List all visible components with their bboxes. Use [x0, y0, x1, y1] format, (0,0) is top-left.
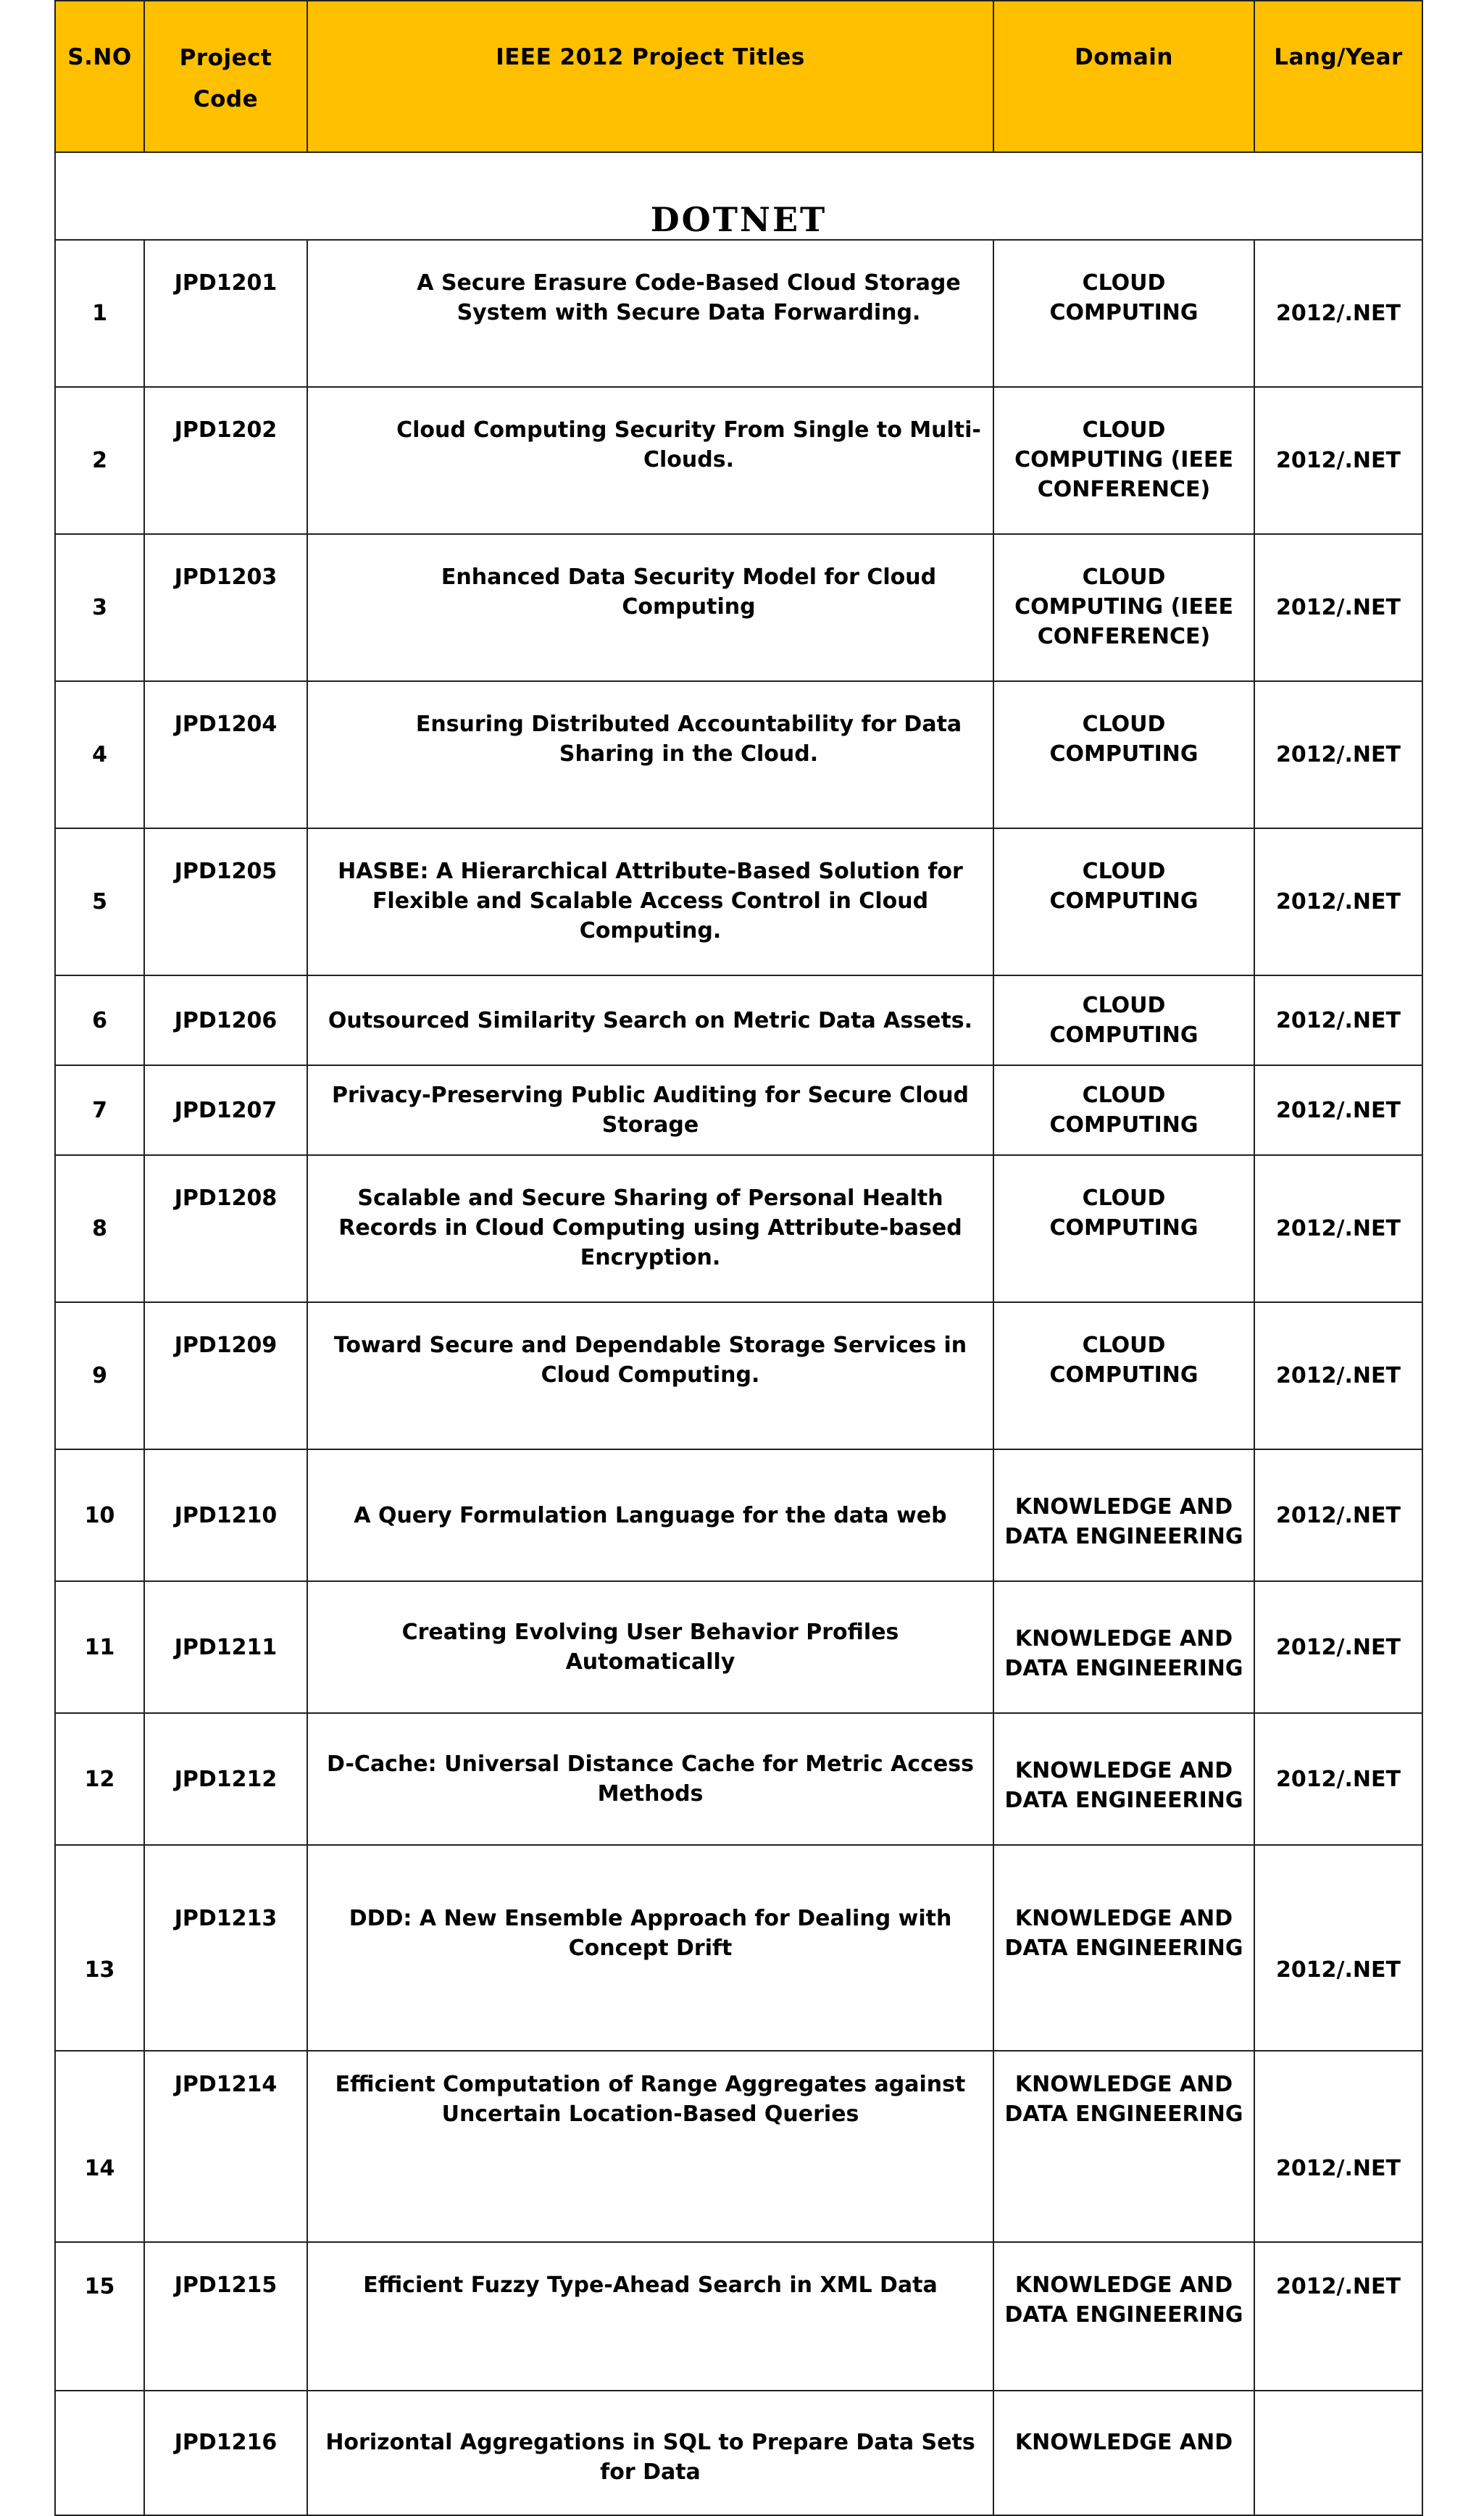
header-title: IEEE 2012 Project Titles [307, 1, 993, 152]
cell-title: Horizontal Aggregations in SQL to Prepare Data Sets for Data [307, 2391, 993, 2515]
cell-lang: 2012/.NET [1254, 1155, 1422, 1302]
cell-domain: CLOUD COMPUTING [993, 681, 1254, 828]
cell-lang: 2012/.NET [1254, 240, 1422, 387]
header-lang-year: Lang/Year [1254, 1, 1422, 152]
table-row [55, 1845, 1422, 2051]
cell-lang: 2012/.NET [1254, 387, 1422, 534]
cell-sno: 12 [55, 1713, 144, 1845]
table-row [55, 1155, 1422, 1302]
cell-domain: CLOUD COMPUTING (IEEE CONFERENCE) [993, 534, 1254, 681]
cell-sno: 1 [55, 240, 144, 387]
cell-title: A Secure Erasure Code-Based Cloud Storage System with Secure Data Forwarding. [307, 240, 993, 387]
section-row [55, 152, 1422, 240]
cell-code: JPD1204 [144, 681, 307, 828]
table-row [55, 534, 1422, 681]
table-row [55, 1581, 1422, 1713]
cell-sno: 6 [55, 975, 144, 1065]
cell-title: Enhanced Data Security Model for Cloud Computing [307, 534, 993, 681]
cell-title: Toward Secure and Dependable Storage Services in Cloud Computing. [307, 1302, 993, 1449]
cell-sno: 8 [55, 1155, 144, 1302]
cell-sno: 3 [55, 534, 144, 681]
cell-lang: 2012/.NET [1254, 2242, 1422, 2391]
cell-domain: KNOWLEDGE AND DATA ENGINEERING [993, 1581, 1254, 1713]
cell-title: Ensuring Distributed Accountability for Data Sharing in the Cloud. [307, 681, 993, 828]
cell-sno: 13 [55, 1845, 144, 2051]
cell-domain: CLOUD COMPUTING [993, 828, 1254, 975]
header-row [55, 1, 1422, 152]
cell-title: DDD: A New Ensemble Approach for Dealing with Concept Drift [307, 1845, 993, 2051]
cell-title: Scalable and Secure Sharing of Personal Health Records in Cloud Computing using Attribute-based Encryption. [307, 1155, 993, 1302]
table-row [55, 1713, 1422, 1845]
cell-lang: 2012/.NET [1254, 1581, 1422, 1713]
cell-title: Efficient Computation of Range Aggregates against Uncertain Location-Based Queries [307, 2051, 993, 2242]
cell-title: A Query Formulation Language for the data web [307, 1449, 993, 1581]
cell-sno: 7 [55, 1065, 144, 1155]
table-row [55, 240, 1422, 387]
table-row [55, 2391, 1422, 2515]
cell-lang: 2012/.NET [1254, 975, 1422, 1065]
cell-domain: KNOWLEDGE AND DATA ENGINEERING [993, 2051, 1254, 2242]
cell-lang: 2012/.NET [1254, 2051, 1422, 2242]
cell-sno [55, 2391, 144, 2515]
cell-domain: CLOUD COMPUTING [993, 1065, 1254, 1155]
cell-lang: 2012/.NET [1254, 1302, 1422, 1449]
cell-title: D-Cache: Universal Distance Cache for Metric Access Methods [307, 1713, 993, 1845]
cell-code: JPD1209 [144, 1302, 307, 1449]
cell-domain: CLOUD COMPUTING [993, 975, 1254, 1065]
table-row [55, 681, 1422, 828]
cell-lang: 2012/.NET [1254, 1845, 1422, 2051]
cell-title: Efficient Fuzzy Type-Ahead Search in XML Data [307, 2242, 993, 2391]
cell-title: HASBE: A Hierarchical Attribute-Based Solution for Flexible and Scalable Access Control in Cloud Computing. [307, 828, 993, 975]
cell-lang: 2012/.NET [1254, 1065, 1422, 1155]
cell-title: Privacy-Preserving Public Auditing for Secure Cloud Storage [307, 1065, 993, 1155]
cell-lang [1254, 2391, 1422, 2515]
cell-sno: 10 [55, 1449, 144, 1581]
table-row [55, 828, 1422, 975]
cell-domain: CLOUD COMPUTING [993, 1155, 1254, 1302]
cell-code: JPD1202 [144, 387, 307, 534]
cell-sno: 15 [55, 2242, 144, 2391]
cell-sno: 4 [55, 681, 144, 828]
table-row [55, 1302, 1422, 1449]
cell-code: JPD1203 [144, 534, 307, 681]
header-sno: S.NO [55, 1, 144, 152]
cell-lang: 2012/.NET [1254, 1449, 1422, 1581]
cell-code: JPD1216 [144, 2391, 307, 2515]
table-row [55, 1449, 1422, 1581]
table-row [55, 975, 1422, 1065]
cell-sno: 11 [55, 1581, 144, 1713]
cell-lang: 2012/.NET [1254, 534, 1422, 681]
cell-domain: KNOWLEDGE AND DATA ENGINEERING [993, 1713, 1254, 1845]
table-row [55, 2051, 1422, 2242]
cell-domain: KNOWLEDGE AND DATA ENGINEERING [993, 2242, 1254, 2391]
cell-code: JPD1206 [144, 975, 307, 1065]
cell-domain: KNOWLEDGE AND [993, 2391, 1254, 2515]
cell-code: JPD1201 [144, 240, 307, 387]
cell-code: JPD1213 [144, 1845, 307, 2051]
cell-sno: 9 [55, 1302, 144, 1449]
table-row [55, 2242, 1422, 2391]
cell-sno: 14 [55, 2051, 144, 2242]
cell-code: JPD1214 [144, 2051, 307, 2242]
cell-code: JPD1211 [144, 1581, 307, 1713]
cell-code: JPD1207 [144, 1065, 307, 1155]
table-row [55, 387, 1422, 534]
cell-title: Cloud Computing Security From Single to Multi-Clouds. [307, 387, 993, 534]
cell-domain: CLOUD COMPUTING [993, 240, 1254, 387]
cell-code: JPD1210 [144, 1449, 307, 1581]
cell-domain: CLOUD COMPUTING (IEEE CONFERENCE) [993, 387, 1254, 534]
cell-code: JPD1208 [144, 1155, 307, 1302]
header-domain: Domain [993, 1, 1254, 152]
table-row [55, 1065, 1422, 1155]
cell-domain: KNOWLEDGE AND DATA ENGINEERING [993, 1845, 1254, 2051]
cell-lang: 2012/.NET [1254, 828, 1422, 975]
cell-domain: KNOWLEDGE AND DATA ENGINEERING [993, 1449, 1254, 1581]
section-title: DOTNET [55, 152, 1422, 240]
cell-lang: 2012/.NET [1254, 681, 1422, 828]
cell-code: JPD1212 [144, 1713, 307, 1845]
cell-code: JPD1215 [144, 2242, 307, 2391]
projects-table [54, 0, 1423, 2516]
cell-title: Creating Evolving User Behavior Profiles Automatically [307, 1581, 993, 1713]
cell-code: JPD1205 [144, 828, 307, 975]
cell-sno: 2 [55, 387, 144, 534]
cell-domain: CLOUD COMPUTING [993, 1302, 1254, 1449]
cell-lang: 2012/.NET [1254, 1713, 1422, 1845]
header-project-code: Project Code [144, 1, 307, 152]
cell-sno: 5 [55, 828, 144, 975]
cell-title: Outsourced Similarity Search on Metric Data Assets. [307, 975, 993, 1065]
